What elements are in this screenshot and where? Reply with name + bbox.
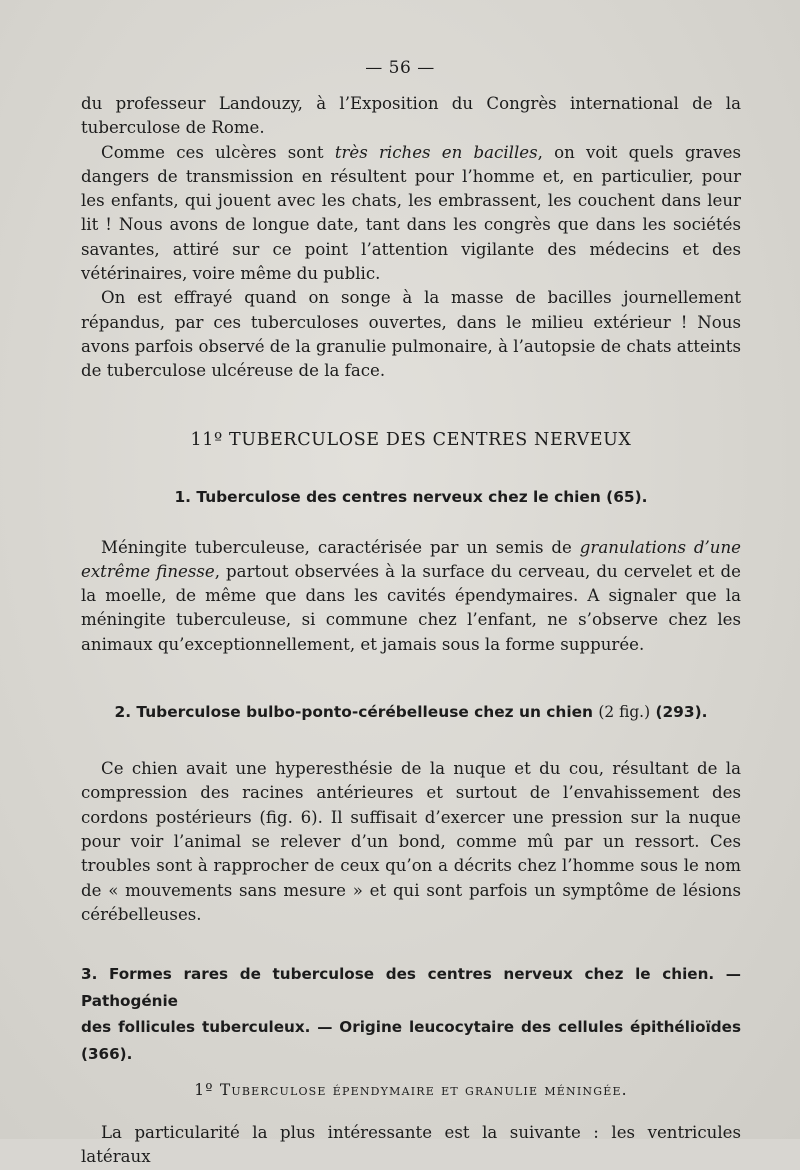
subsection-3-paragraph: La particularité la plus intéressante est la suivante : les ventricules latéraux	[81, 1123, 741, 1167]
subsection-3-heading	[81, 961, 741, 1067]
subsection-2-paragraph: Ce chien avait une hyperesthésie de la nuque et du cou, résultant de la compression des racines antérieures et surtout de l’envahissement des cordons postérieurs (fig. 6). Il suffisait d’exercer une pression sur la nuque pour voir l’animal se relever d’un bond, comme mû par un ressort. Ces troubles sont à rapprocher de ceux qu’on a décrits chez l’homme sous le nom de « mouvements sans mesure » et qui sont parfois un symptôme de lésions cérébelleuses.	[81, 759, 741, 924]
paragraph-ulcers-end: , on voit quels graves dangers de transmission en résultent pour l’homme et, en particulier, pour les enfants, qui jouent avec les chats, les embrassent, les couchent dans leur lit ! Nous avons de longue date, tant dans les congrès que dans les sociétés savantes, attiré sur ce point l’attention vigilante des médecins et des vétérinaires, voire même du public.	[81, 142, 741, 284]
paragraph-bacilli: On est effrayé quand on songe à la masse de bacilles journellement répandus, par ces tuberculoses ouvertes, dans le milieu extérieur ! Nous avons parfois observé de la granulie pulmonaire, à l’autopsie de chats atteints de tuberculose ulcéreuse de la face.	[81, 288, 741, 381]
page-number: — 56 —	[365, 58, 435, 78]
paragraph-ulcers	[81, 141, 741, 287]
subsection-2-heading-title: 2. Tuberculose bulbo-ponto-cérébelleuse chez un chien	[114, 703, 594, 722]
page-content	[81, 92, 741, 1170]
subsection-1-paragraph	[81, 536, 741, 657]
subsection-3-heading-line2: des follicules tuberculeux. — Origine leucocytaire des cellules épithélioïdes (366).	[81, 1018, 741, 1063]
subsection-3-subtitle-text: 1º Tuberculose épendymaire et granulie méningée.	[194, 1081, 628, 1100]
subsection-2-heading	[81, 699, 741, 725]
subsection-1-emphasis: granulations d’une extrême finesse	[81, 537, 741, 581]
paragraph-ulcers-start: Comme ces ulcères sont	[101, 142, 335, 162]
section-title: 11º TUBERCULOSE DES CENTRES NERVEUX	[190, 429, 632, 450]
paragraph-ulcers-emphasis: très riches en bacilles	[334, 142, 538, 162]
subsection-3-heading-line1: 3. Formes rares de tuberculose des centres nerveux chez le chien. — Pathogénie	[81, 965, 741, 1010]
subsection-2-heading-fig: (2 fig.)	[598, 703, 651, 722]
subsection-1-text-end: , partout observées à la surface du cerveau, du cervelet et de la moelle, de même que dans les cavités épendymaires. A signaler que la méningite tuberculeuse, si commune chez l’enfant, ne s’observe chez les animaux qu’exceptionnellement, et jamais sous la forme suppurée.	[81, 561, 741, 654]
subsection-1-text-start: Méningite tuberculeuse, caractérisée par un semis de	[101, 537, 580, 557]
subsection-1-heading: 1. Tuberculose des centres nerveux chez le chien (65).	[174, 487, 648, 506]
paragraph-continuation: du professeur Landouzy, à l’Exposition du Congrès international de la tuberculose de Rome.	[81, 94, 741, 138]
subsection-3-subtitle	[81, 1081, 741, 1099]
subsection-2-heading-ref: (293).	[655, 703, 708, 722]
